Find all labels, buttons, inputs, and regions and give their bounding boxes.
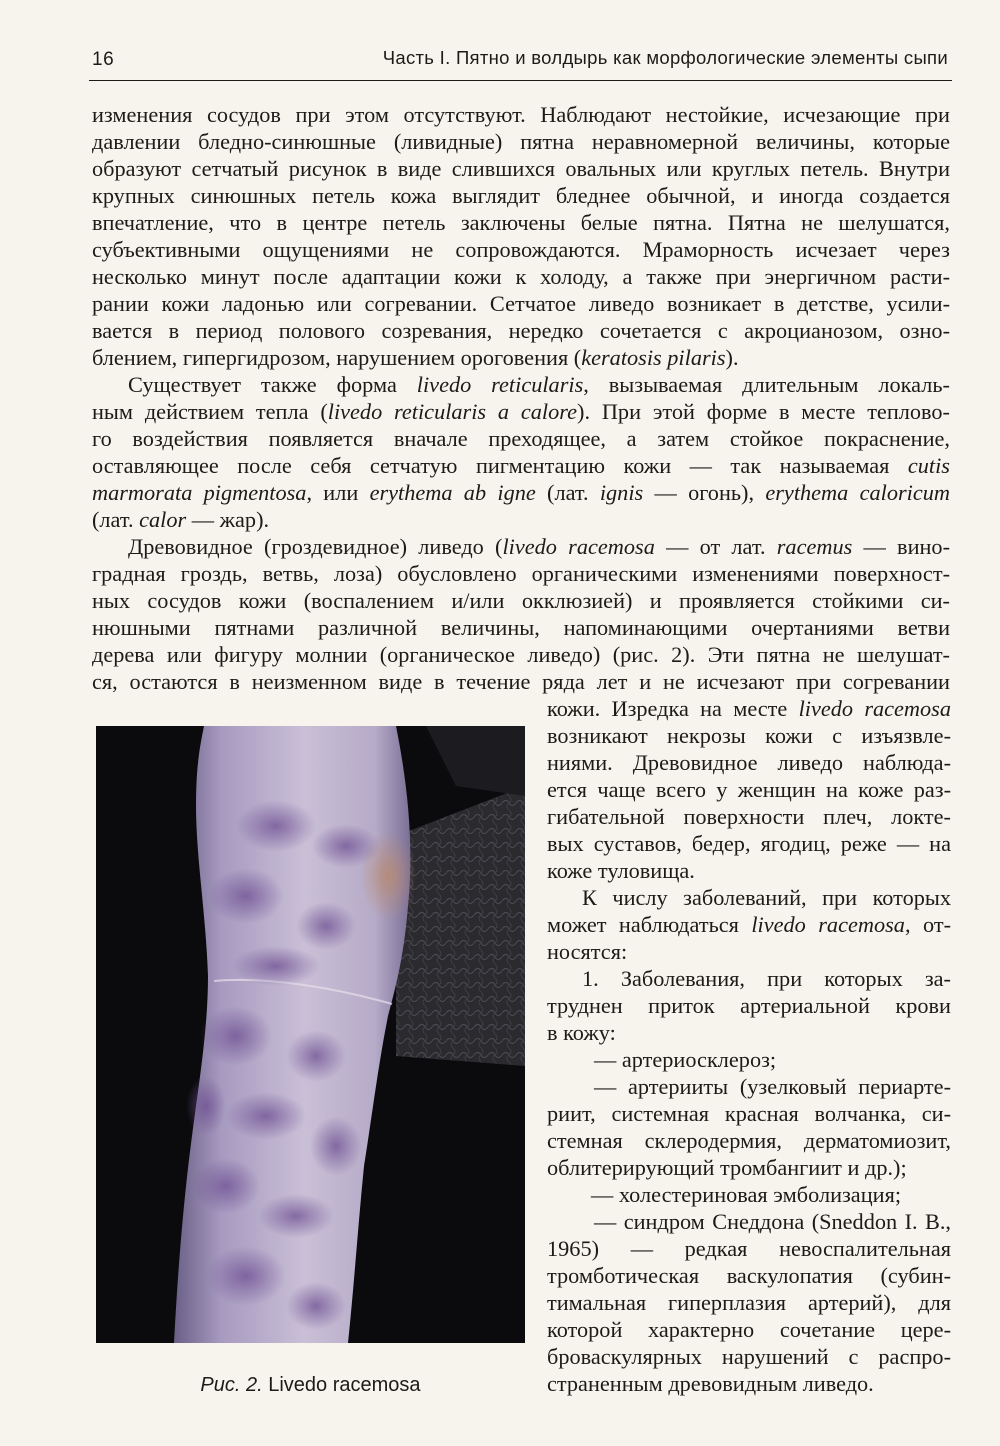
text-line: вается в период полового созревания, нередко сочетается с акроцианозом, озно- (92, 318, 950, 343)
text-line: градная гроздь, ветвь, лоза) обусловлено органическими изменениями поверхност- (92, 561, 950, 586)
text-run: , от- (904, 912, 951, 937)
text-run: , или (306, 480, 370, 505)
text-line: тимальная гиперплазия артерий), для (547, 1290, 951, 1315)
text-line (547, 911, 951, 938)
text-line: дерева или фигуру молнии (органическое ливедо) (рис. 2). Эти пятна не шелушат- (92, 642, 950, 667)
text-line: К числу заболеваний, при которых (582, 885, 951, 910)
text-line: — артерииты (узелковый периарте- (594, 1074, 951, 1099)
text-run: Существует также форма (128, 372, 417, 397)
text-line: тромботическая васкулопатия (субин- (547, 1263, 951, 1288)
text-line: труднен приток артериальной крови (547, 993, 951, 1018)
text-line (92, 506, 950, 533)
latin-term: livedo racemosa (751, 912, 905, 937)
text-run: блением, гипергидрозом, нарушением ороговения ( (92, 345, 582, 370)
text-line: вых суставов, бедер, ягодиц, реже — на (547, 831, 951, 856)
text-line: впечатление, что в центре петель заключены белые пятна. Пятна не шелушатся, (92, 210, 950, 235)
text-line: возникают некрозы кожи с изъязвле- (547, 723, 951, 748)
latin-term: marmorata pigmentosa (92, 480, 307, 505)
text-run: ). При этой форме в месте теплово- (577, 399, 950, 424)
figure-caption (96, 1374, 525, 1397)
latin-term: livedo racemosa (502, 534, 655, 559)
text-line: стемная склеродермия, дерматомиозит, (547, 1128, 951, 1153)
text-line: страненным древовидным ливедо. (547, 1371, 874, 1396)
text-line: давлении бледно-синюшные (ливидные) пятна неравномерной величины, которые (92, 129, 950, 154)
text-line: риит, системная красная волчанка, си- (547, 1101, 951, 1126)
text-run: ным действием тепла ( (92, 399, 328, 424)
page-number: 16 (92, 49, 115, 70)
text-run: ). (725, 345, 739, 370)
latin-term: erythema caloricum (765, 480, 950, 505)
text-line (128, 533, 950, 560)
figure-photo (96, 726, 525, 1343)
text-line: субъективными ощущениями не сопровождаются. Мраморность исчезает через (92, 237, 950, 262)
latin-term: racemus (776, 534, 853, 559)
text-line: 1965) — редкая невоспалительная (547, 1236, 951, 1261)
caption-label: Рис. 2. (200, 1374, 263, 1396)
latin-term: livedo reticularis (416, 372, 584, 397)
text-run: — жар). (186, 507, 270, 532)
text-line: носятся: (547, 939, 628, 964)
latin-term: livedo racemosa (798, 696, 952, 721)
text-line: коже туловища. (547, 858, 695, 883)
text-line: ется чаще всего у женщин на коже раз- (547, 777, 951, 802)
text-line: 1. Заболевания, при которых за- (582, 966, 951, 991)
text-line: ных сосудов кожи (воспалением и/или окклюзией) и проявляется стойкими си- (92, 588, 950, 613)
latin-term: ignis (599, 480, 644, 505)
latin-term: keratosis pilaris (581, 345, 726, 370)
text-run: оставляющее после себя сетчатую пигментацию кожи — так называемая (92, 453, 908, 478)
text-line: образуют сетчатый рисунок в виде слившихся овальных или круглых петель. Внутри (92, 156, 950, 181)
text-line: броваскулярных нарушений с распро- (547, 1344, 951, 1369)
text-line: го воздействия появляется вначале преходящее, а затем стойкое покраснение, (92, 426, 950, 451)
text-line: — синдром Снеддона (Sneddon I. B., (594, 1209, 951, 1234)
latin-term: erythema ab igne (369, 480, 536, 505)
text-line: нюшными пятнами различной величины, напоминающими очертаниями ветви (92, 615, 950, 640)
text-line: которой характерно сочетание цере- (547, 1317, 951, 1342)
text-run: — вино- (852, 534, 951, 559)
text-line: — холестериновая эмболизация; (591, 1182, 902, 1207)
text-line: ниями. Древовидное ливедо наблюда- (547, 750, 951, 775)
text-line (547, 695, 951, 722)
text-line (92, 479, 950, 506)
text-line: крупных синюшных петель кожа выглядит бледнее обычной, и иногда создается (92, 183, 950, 208)
text-line: ся, остаются в неизменном виде в течение ряда лет и не исчезают при согревании (92, 669, 950, 694)
text-line: облитерирующий тромбангиит и др.); (547, 1155, 907, 1180)
text-run: , вызываемая длительным локаль- (583, 372, 950, 397)
text-line: несколько минут после адаптации кожи к холоду, а также при энергичном расти- (92, 264, 950, 289)
text-line: — артериосклероз; (594, 1047, 777, 1072)
text-line: изменения сосудов при этом отсутствуют. Наблюдают нестойкие, исчезающие при (92, 102, 950, 127)
text-run: кожи. Изредка на месте (547, 696, 799, 721)
text-run: Древовидное (гроздевидное) ливедо ( (128, 534, 503, 559)
text-run: (лат. (92, 507, 140, 532)
text-run: — от лат. (654, 534, 777, 559)
text-line (92, 452, 950, 479)
text-line (128, 371, 950, 398)
text-run: (лат. (535, 480, 600, 505)
text-run: может наблюдаться (547, 912, 752, 937)
leg-photo-illustration (96, 726, 525, 1343)
caption-text: Livedo racemosa (262, 1374, 421, 1396)
latin-term: calor (139, 507, 187, 532)
latin-term: cutis (907, 453, 950, 478)
text-line (92, 344, 950, 371)
text-run: — огонь), (643, 480, 766, 505)
latin-term: livedo reticularis a calore (327, 399, 578, 424)
text-line (92, 398, 950, 425)
text-line: в кожу: (547, 1020, 616, 1045)
text-line: рании кожи ладонью или согревании. Сетчатое ливедо возникает в детстве, усили- (92, 291, 950, 316)
running-title: Часть I. Пятно и волдырь как морфологические элементы сыпи (382, 47, 948, 68)
text-line: гибательной поверхности плеч, локте- (547, 804, 951, 829)
